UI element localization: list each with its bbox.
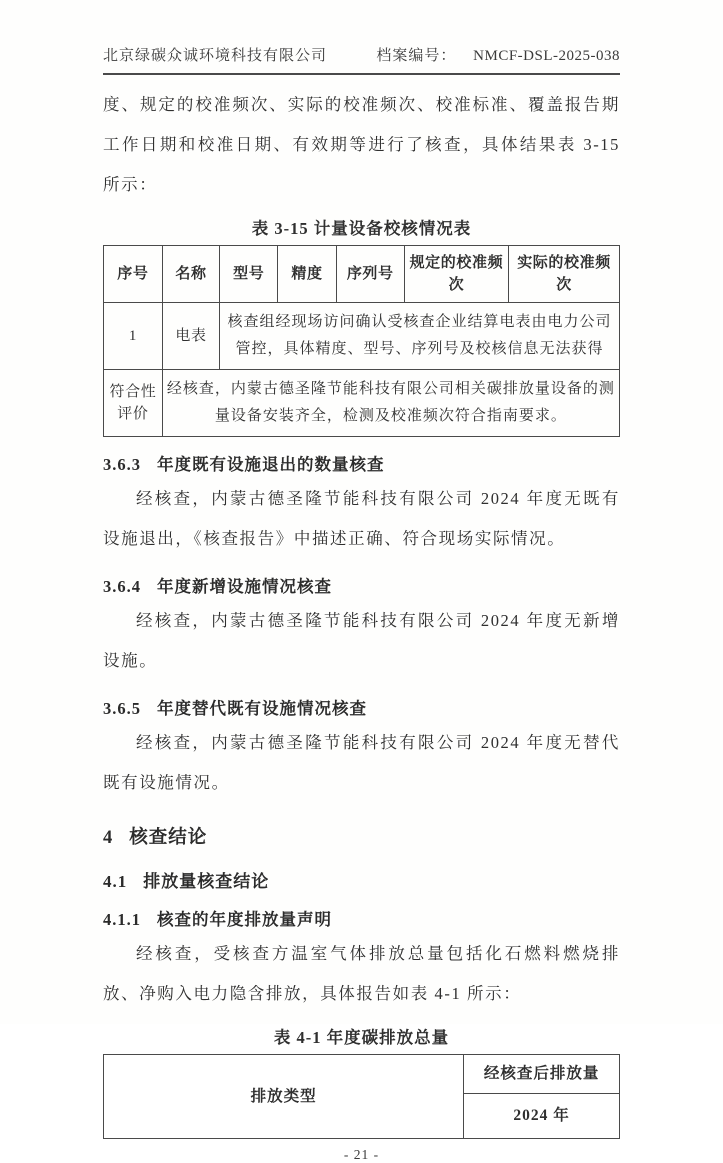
cell-row-no: 1 — [104, 303, 163, 370]
table-row — [104, 1055, 620, 1094]
section-heading-4 — [103, 823, 620, 849]
table-4-1-title: 表 4-1 年度碳排放总量 — [273, 1028, 450, 1047]
cell-verified-emission-header: 经核查后排放量 — [464, 1055, 620, 1094]
intro-paragraph: 度、规定的校准频次、实际的校准频次、校准标准、覆盖报告期工作日期和校准日期、有效期等进行了核查，具体结果表 3-15 所示： — [103, 95, 620, 194]
section-heading-3-6-3 — [103, 451, 620, 475]
header-company-name: 北京绿碳众诚环境科技有限公司 — [103, 48, 328, 64]
col-header-no: 序号 — [104, 246, 163, 303]
table-3-15 — [103, 245, 620, 437]
section-number: 4.1.1 — [103, 910, 141, 929]
section-number: 4.1 — [103, 872, 128, 891]
table-header-row — [104, 246, 620, 303]
page-header — [103, 44, 620, 75]
header-archive — [376, 44, 620, 65]
table-row — [104, 370, 620, 437]
section-heading-4-1 — [103, 867, 620, 892]
col-header-serial: 序列号 — [336, 246, 404, 303]
section-heading-4-1-1 — [103, 906, 620, 930]
cell-device-note: 核查组经现场访问确认受核查企业结算电表由电力公司管控，具体精度、型号、序列号及校核信息无法获得 — [220, 303, 620, 370]
section-number: 3.6.3 — [103, 455, 141, 474]
section-body-3-6-4: 经核查，内蒙古德圣隆节能科技有限公司 2024 年度无新增设施。 — [103, 611, 620, 670]
table-3-15-title: 表 3-15 计量设备校核情况表 — [251, 219, 472, 238]
cell-conformity-note: 经核查，内蒙古德圣隆节能科技有限公司相关碳排放量设备的测量设备安装齐全，检测及校准频次符合指南要求。 — [162, 370, 619, 437]
cell-conformity-label: 符合性评价 — [104, 370, 163, 437]
section-title: 年度新增设施情况核查 — [157, 577, 332, 596]
section-number: 4 — [103, 828, 114, 848]
section-title: 年度既有设施退出的数量核查 — [157, 455, 385, 474]
section-title: 核查结论 — [129, 828, 208, 848]
section-title: 排放量核查结论 — [143, 872, 270, 891]
col-header-precision: 精度 — [278, 246, 336, 303]
section-number: 3.6.4 — [103, 577, 141, 596]
archive-number: NMCF-DSL-2025-038 — [473, 48, 620, 64]
cell-emission-type-header: 排放类型 — [104, 1055, 464, 1139]
section-title: 年度替代既有设施情况核查 — [157, 699, 367, 718]
col-header-actual-freq: 实际的校准频次 — [509, 246, 620, 303]
section-title: 核查的年度排放量声明 — [157, 910, 332, 929]
table-row — [104, 303, 620, 370]
section-body-3-6-5: 经核查，内蒙古德圣隆节能科技有限公司 2024 年度无替代既有设施情况。 — [103, 733, 620, 792]
section-heading-3-6-5 — [103, 695, 620, 719]
section-body-3-6-3: 经核查，内蒙古德圣隆节能科技有限公司 2024 年度无既有设施退出，《核查报告》中描述正确、符合现场实际情况。 — [103, 489, 620, 548]
page-number: - 21 - — [343, 1147, 380, 1162]
col-header-model: 型号 — [220, 246, 278, 303]
section-body-4-1-1: 经核查，受核查方温室气体排放总量包括化石燃料燃烧排放、净购入电力隐含排放，具体报告如表 4-1 所示： — [103, 944, 620, 1003]
col-header-required-freq: 规定的校准频次 — [404, 246, 508, 303]
table-4-1 — [103, 1054, 620, 1139]
cell-device-name: 电表 — [162, 303, 219, 370]
cell-year-header: 2024 年 — [464, 1094, 620, 1139]
col-header-name: 名称 — [162, 246, 219, 303]
section-number: 3.6.5 — [103, 699, 141, 718]
section-heading-3-6-4 — [103, 573, 620, 597]
archive-label: 档案编号： — [376, 48, 457, 64]
